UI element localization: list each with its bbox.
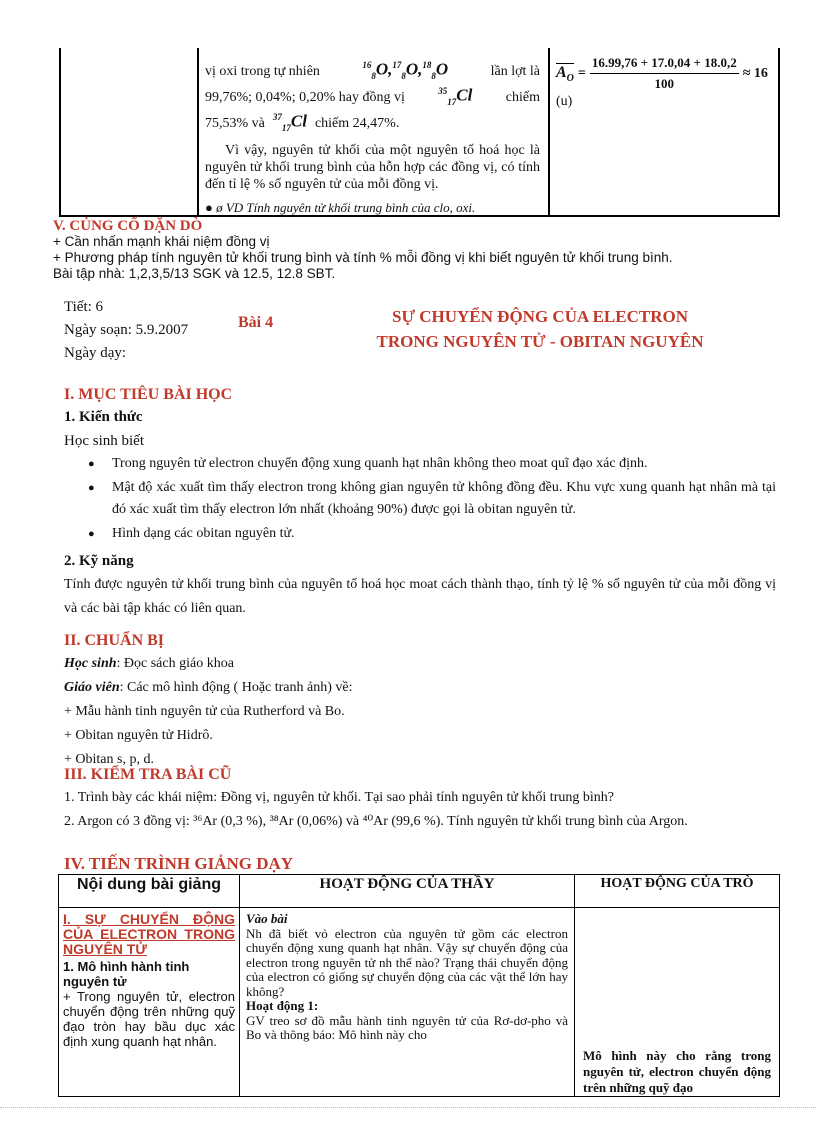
section-ii: [64, 632, 776, 772]
section-v-line-2: + Phương pháp tính nguyên tử khối trung bình và tính % mỗi đồng vị khi biết nguyên tử khối trung bình.: [53, 250, 673, 265]
content-cell: [59, 908, 240, 1097]
review-question-1: 1. Trình bày các khái niệm: Đồng vị, nguyên tử khối. Tại sao phải tính nguyên tử khối trung bình?: [64, 790, 614, 805]
teaching-table: [58, 874, 780, 1097]
section-i-sub1: 1. Kiến thức: [64, 409, 143, 425]
isotope-text-3a: 75,53% và: [205, 115, 265, 131]
section-iii: [64, 766, 776, 834]
section-i-title: I. MỤC TIÊU BÀI HỌC: [64, 386, 233, 403]
teacher-label: Giáo viên: [64, 680, 120, 695]
student-cell: [575, 908, 780, 1097]
goal-bullet-1: ● Trong nguyên tử electron chuyển động xung quanh hạt nhân không theo moat quĩ đạo xác định.: [62, 453, 776, 475]
section-v-title: V. CỦNG CỐ DẶN DÒ: [53, 218, 203, 234]
isotope-text-3b: chiếm 24,47%.: [314, 115, 400, 131]
section-v-line-3: Bài tập nhà: 1,2,3,5/13 SGK và 12.5, 12.8 SBT.: [53, 266, 336, 281]
oxygen-isotopes: $^{16}_8$O,$^{17}_8$O,$^{18}_8$O: [362, 59, 449, 82]
header-student: HOẠT ĐỘNG CỦA TRÒ: [575, 875, 780, 908]
section-v: [53, 218, 783, 282]
activity-1-text: GV treo sơ đồ mẫu hành tinh nguyên tử của Rơ-dơ-pho và Bo và thông báo: Mô hình này cho: [246, 1012, 568, 1042]
prep-item-1: + Mẫu hành tinh nguyên tử của Rutherford và Bo.: [64, 704, 345, 719]
chlorine-35-isotope: $^{35}_{17}$Cl: [438, 85, 473, 108]
section-iii-title: III. KIỂM TRA BÀI CŨ: [64, 766, 232, 783]
intro-text: Nh đã biết vỏ electron của nguyên tử gồm các electron chuyển động xung quanh hạt nhân. Vậy sự chuyển động của electron trong nguyên tử nh thế nào? Trạng thái chuyển động của electron có giống sự chuyển động của các vật thể lớn hay không?: [246, 925, 568, 999]
lesson-title-line-2: TRONG NGUYÊN TỬ - OBITAN NGUYÊN: [376, 332, 704, 351]
isotope-text-2b: chiếm: [505, 89, 540, 105]
goal-bullet-2: ● Mật độ xác xuất tìm thấy electron trong không gian nguyên tử không đồng đều. Khu vực xung quanh hạt nhân mà tại đó xác xuất tìm thấy electron lớn nhất (khoảng 90%) được gọi là obitan nguyên tử.: [62, 477, 776, 521]
intro-label: Vào bài: [246, 911, 288, 926]
lesson-meta: [64, 296, 188, 365]
goal-bullet-3: ● Hình dạng các obitan nguyên tử.: [62, 523, 776, 545]
lesson-title-line-1: SỰ CHUYỂN ĐỘNG CỦA ELECTRON: [392, 307, 688, 326]
teacher-text: : Các mô hình động ( Hoặc tranh ảnh) về:: [119, 680, 353, 695]
formula-unit: (u): [556, 94, 573, 109]
lesson-teach-date: Ngày dạy:: [64, 345, 127, 361]
section-ii-title: II. CHUẨN BỊ: [64, 632, 165, 649]
top-table-right-border: [778, 48, 780, 216]
section-i-skill: Tính được nguyên tử khối trung bình của nguyên tố hoá học moat cách thành thạo, tính tỷ lệ % số nguyên tử của mỗi đồng vị và các bài tập khác có liên quan.: [64, 577, 776, 616]
chlorine-37-isotope: $^{37}_{17}$Cl: [272, 111, 307, 134]
top-table-text-cell: [205, 58, 540, 218]
header-content: Nội dung bài giảng: [59, 875, 240, 908]
section-v-line-1: + Cần nhấn mạnh khái niệm đồng vị: [53, 234, 270, 249]
prep-item-2: + Obitan nguyên tử Hidrô.: [64, 728, 213, 743]
formula-fraction: $\frac{16.99,76 + 17.0,04 + 18.0,2}{100}$: [591, 55, 737, 91]
isotope-text-1a: vị oxi trong tự nhiên: [205, 63, 320, 79]
lesson-prep-date: Ngày soạn: 5.9.2007: [64, 322, 189, 338]
teacher-cell: [240, 908, 575, 1097]
content-text: + Trong nguyên tử, electron chuyển động trên những quỹ đạo tròn hay bầu dục xác định xung quanh hạt nhân.: [63, 989, 235, 1049]
example-line: ● ø VD Tính nguyên tử khối trung bình của clo, oxi.: [205, 200, 476, 215]
section-iv-title: IV. TIẾN TRÌNH GIẢNG DẠY: [64, 854, 294, 873]
section-i: [64, 386, 776, 621]
formula-rhs: ≈ 16: [742, 65, 768, 81]
content-subtitle: 1. Mô hình hành tinh nguyên tử: [63, 959, 190, 989]
section-i-sub2: 2. Kỹ năng: [64, 553, 134, 569]
top-table-left-border: [59, 48, 61, 216]
formula-lhs: $A_O$: [556, 63, 574, 85]
lesson-period: Tiết: 6: [64, 299, 104, 315]
average-mass-paragraph: Vì vậy, nguyên tử khối của một nguyên tố hoá học là nguyên tử khối trung bình của hỗn hợp các đồng vị, có tính đến tỉ lệ % số nguyên tử của mỗi đồng vị.: [205, 143, 540, 192]
isotope-text-2a: 99,76%; 0,04%; 0,20% hay đồng vị: [205, 89, 405, 105]
lesson-title: [330, 304, 750, 354]
section-i-intro: Học sinh biết: [64, 433, 144, 449]
header-teacher: HOẠT ĐỘNG CỦA THẦY: [240, 875, 575, 908]
page-footer-rule: [0, 1107, 816, 1108]
prep-item-3: + Obitan s, p, d.: [64, 752, 154, 767]
activity-1-label: Hoạt động 1:: [246, 998, 319, 1013]
lesson-number: Bài 4: [238, 314, 274, 331]
student-activity-text: Mô hình này cho rằng trong nguyên tử, electron chuyển động trên những quỹ đạo: [583, 1048, 771, 1095]
content-title: I. SỰ CHUYỂN ĐỘNG CỦA ELECTRON TRONG NGUYÊN TỬ: [63, 911, 235, 957]
top-table-divider-1: [197, 48, 199, 216]
review-question-2: 2. Argon có 3 đồng vị: ³⁶Ar (0,3 %), ³⁸Ar (0,06%) và ⁴⁰Ar (99,6 %). Tính nguyên tử khối trung bình của Argon.: [64, 814, 688, 829]
formula-cell: $A_O$ = $\frac{16.99,76 + 17.0,04 + 18.0,2}{100}$ ≈ 16 (u): [556, 55, 778, 110]
top-table-divider-2: [548, 48, 550, 216]
isotope-text-1b: lần lợt là: [490, 63, 540, 79]
student-text: : Đọc sách giáo khoa: [116, 656, 234, 671]
student-label: Học sinh: [64, 656, 117, 671]
